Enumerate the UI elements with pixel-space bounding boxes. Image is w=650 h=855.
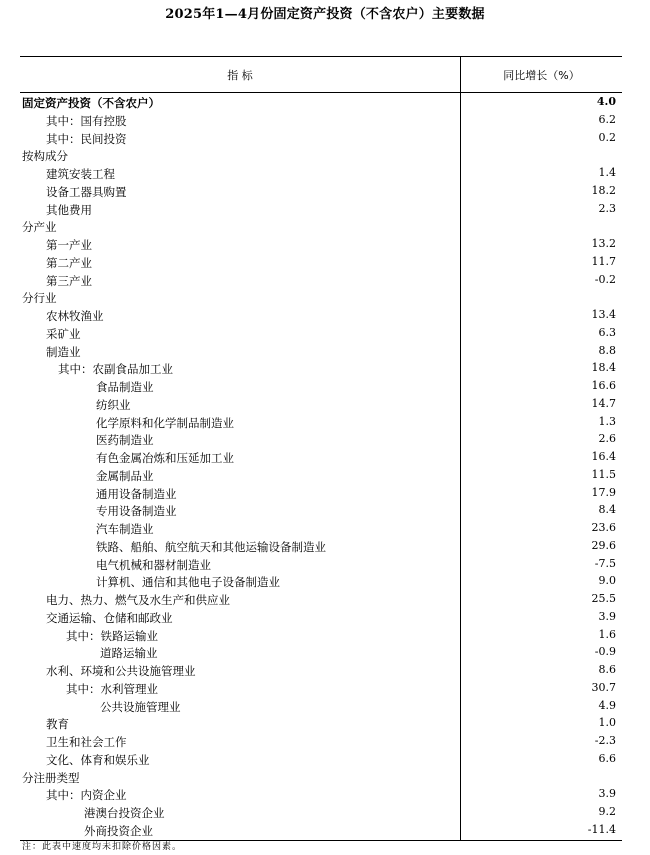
footnote: 注：此表中速度均未扣除价格因素。 — [22, 842, 183, 852]
table-row — [20, 573, 622, 591]
row-value: 3.9 — [598, 787, 616, 801]
row-value: 2.6 — [598, 432, 616, 446]
row-value: 0.2 — [598, 130, 616, 144]
row-value: 11.7 — [591, 254, 616, 268]
table-row — [20, 183, 622, 201]
table-row — [20, 307, 622, 325]
row-value: 3.9 — [598, 609, 616, 623]
row-value: 1.4 — [598, 166, 616, 179]
row-label: 公共设施管理业 — [100, 699, 181, 714]
row-value: 9.0 — [598, 574, 616, 588]
row-label: 制造业 — [46, 344, 81, 359]
table-row — [20, 165, 622, 183]
table-row — [20, 804, 622, 822]
row-value: 9.2 — [598, 805, 616, 818]
row-label: 交通运输、仓储和邮政业 — [46, 610, 173, 625]
row-label: 分行业 — [22, 291, 57, 306]
row-value: 6.2 — [598, 112, 616, 126]
row-label: 第二产业 — [46, 255, 92, 270]
row-label: 教育 — [46, 717, 69, 732]
row-label: 专用设备制造业 — [96, 504, 177, 519]
row-label: 其中：国有控股 — [46, 113, 127, 128]
row-value: 13.4 — [591, 308, 616, 321]
table-row — [20, 325, 622, 343]
row-label: 通用设备制造业 — [96, 486, 177, 501]
table-body — [20, 94, 622, 840]
table-row — [20, 644, 622, 662]
row-value: 8.6 — [598, 663, 616, 676]
column-header-growth: 同比增长（%） — [503, 69, 580, 82]
table-row — [20, 272, 622, 290]
row-label: 按构成分 — [22, 149, 68, 164]
row-value: -0.9 — [594, 645, 616, 659]
table-row — [20, 485, 622, 503]
row-label: 电气机械和器材制造业 — [96, 557, 211, 572]
table-row — [20, 449, 622, 467]
row-label: 其中：民间投资 — [46, 131, 127, 146]
table-row — [20, 502, 622, 520]
row-value: 4.0 — [596, 95, 616, 108]
row-value: 6.3 — [598, 325, 616, 339]
row-value: 29.6 — [591, 538, 616, 552]
table-row — [20, 218, 622, 236]
row-label: 金属制品业 — [96, 468, 154, 483]
row-value: 30.7 — [591, 680, 616, 694]
row-value: -11.4 — [587, 822, 616, 836]
row-value: 1.6 — [598, 627, 616, 641]
row-label: 医药制造业 — [96, 433, 154, 448]
table-row — [20, 396, 622, 414]
row-value: 1.3 — [598, 414, 616, 428]
table-row — [20, 147, 622, 165]
table-row — [20, 254, 622, 272]
row-label: 水利、环境和公共设施管理业 — [46, 664, 196, 678]
row-label: 设备工器具购置 — [46, 184, 127, 199]
row-value: 2.3 — [598, 201, 616, 215]
row-label: 卫生和社会工作 — [46, 735, 127, 749]
row-value: 17.9 — [591, 485, 616, 499]
row-value: 16.6 — [591, 379, 616, 392]
row-value: -7.5 — [594, 556, 616, 570]
row-value: 16.4 — [591, 450, 616, 463]
row-value: 18.2 — [591, 183, 616, 197]
page-title: 2025年1—4月份固定资产投资（不含农户）主要数据 — [165, 7, 485, 22]
table-row — [20, 201, 622, 219]
table-row — [20, 467, 622, 485]
row-value: 18.4 — [591, 361, 616, 375]
row-label: 港澳台投资企业 — [84, 806, 165, 820]
table-row — [20, 751, 622, 769]
table-row — [20, 627, 622, 645]
table-row — [20, 378, 622, 396]
table-row — [20, 698, 622, 716]
row-label: 其他费用 — [46, 202, 92, 217]
table-row — [20, 556, 622, 574]
data-table — [20, 56, 622, 841]
row-label: 食品制造业 — [96, 380, 154, 394]
table-row — [20, 343, 622, 361]
table-row — [20, 112, 622, 130]
row-value: 4.9 — [598, 698, 616, 712]
row-label: 化学原料和化学制品制造业 — [96, 415, 234, 430]
table-row — [20, 609, 622, 627]
table-row — [20, 94, 622, 112]
row-label: 其中：水利管理业 — [66, 681, 158, 696]
table-row — [20, 289, 622, 307]
table-row — [20, 591, 622, 609]
row-label: 其中：铁路运输业 — [66, 628, 158, 643]
row-label: 其中：内资企业 — [46, 788, 127, 803]
row-label: 固定资产投资（不含农户） — [22, 96, 160, 110]
row-label: 采矿业 — [46, 326, 81, 341]
table-row — [20, 520, 622, 538]
row-value: 14.7 — [591, 396, 616, 410]
table-row — [20, 130, 622, 148]
table-row — [20, 769, 622, 787]
column-header-indicator: 指 标 — [227, 69, 253, 82]
row-label: 第一产业 — [46, 238, 92, 252]
table-row — [20, 538, 622, 556]
row-label: 纺织业 — [96, 397, 131, 412]
row-label: 建筑安装工程 — [46, 167, 115, 181]
row-label: 农林牧渔业 — [46, 309, 104, 323]
row-label: 计算机、通信和其他电子设备制造业 — [96, 575, 280, 590]
table-row — [20, 733, 622, 751]
table-row — [20, 360, 622, 378]
row-label: 分注册类型 — [22, 770, 80, 785]
row-value: 13.2 — [591, 237, 616, 250]
row-label: 铁路、船舶、航空航天和其他运输设备制造业 — [96, 539, 326, 554]
row-value: 25.5 — [591, 592, 616, 605]
table-row — [20, 680, 622, 698]
row-label: 有色金属冶炼和压延加工业 — [96, 451, 234, 465]
row-label: 其中：农副食品加工业 — [58, 362, 173, 377]
row-value: -0.2 — [594, 272, 616, 286]
header-divider — [20, 92, 622, 93]
table-row — [20, 431, 622, 449]
table-row — [20, 822, 622, 840]
row-label: 分产业 — [22, 220, 57, 235]
row-label: 外商投资企业 — [84, 823, 153, 838]
row-value: 23.6 — [591, 521, 616, 534]
table-row — [20, 414, 622, 432]
row-value: 1.0 — [598, 716, 616, 730]
row-value: -2.3 — [594, 734, 616, 747]
row-label: 文化、体育和娱乐业 — [46, 752, 150, 767]
row-label: 电力、热力、燃气及水生产和供应业 — [46, 593, 230, 607]
row-value: 6.6 — [598, 751, 616, 765]
table-row — [20, 715, 622, 733]
row-label: 汽车制造业 — [96, 522, 154, 536]
row-value: 8.8 — [598, 343, 616, 357]
table-row — [20, 236, 622, 254]
row-label: 道路运输业 — [100, 646, 158, 661]
row-value: 8.4 — [598, 503, 616, 517]
row-label: 第三产业 — [46, 273, 92, 288]
row-value: 11.5 — [591, 467, 616, 481]
table-row — [20, 662, 622, 680]
table-row — [20, 786, 622, 804]
